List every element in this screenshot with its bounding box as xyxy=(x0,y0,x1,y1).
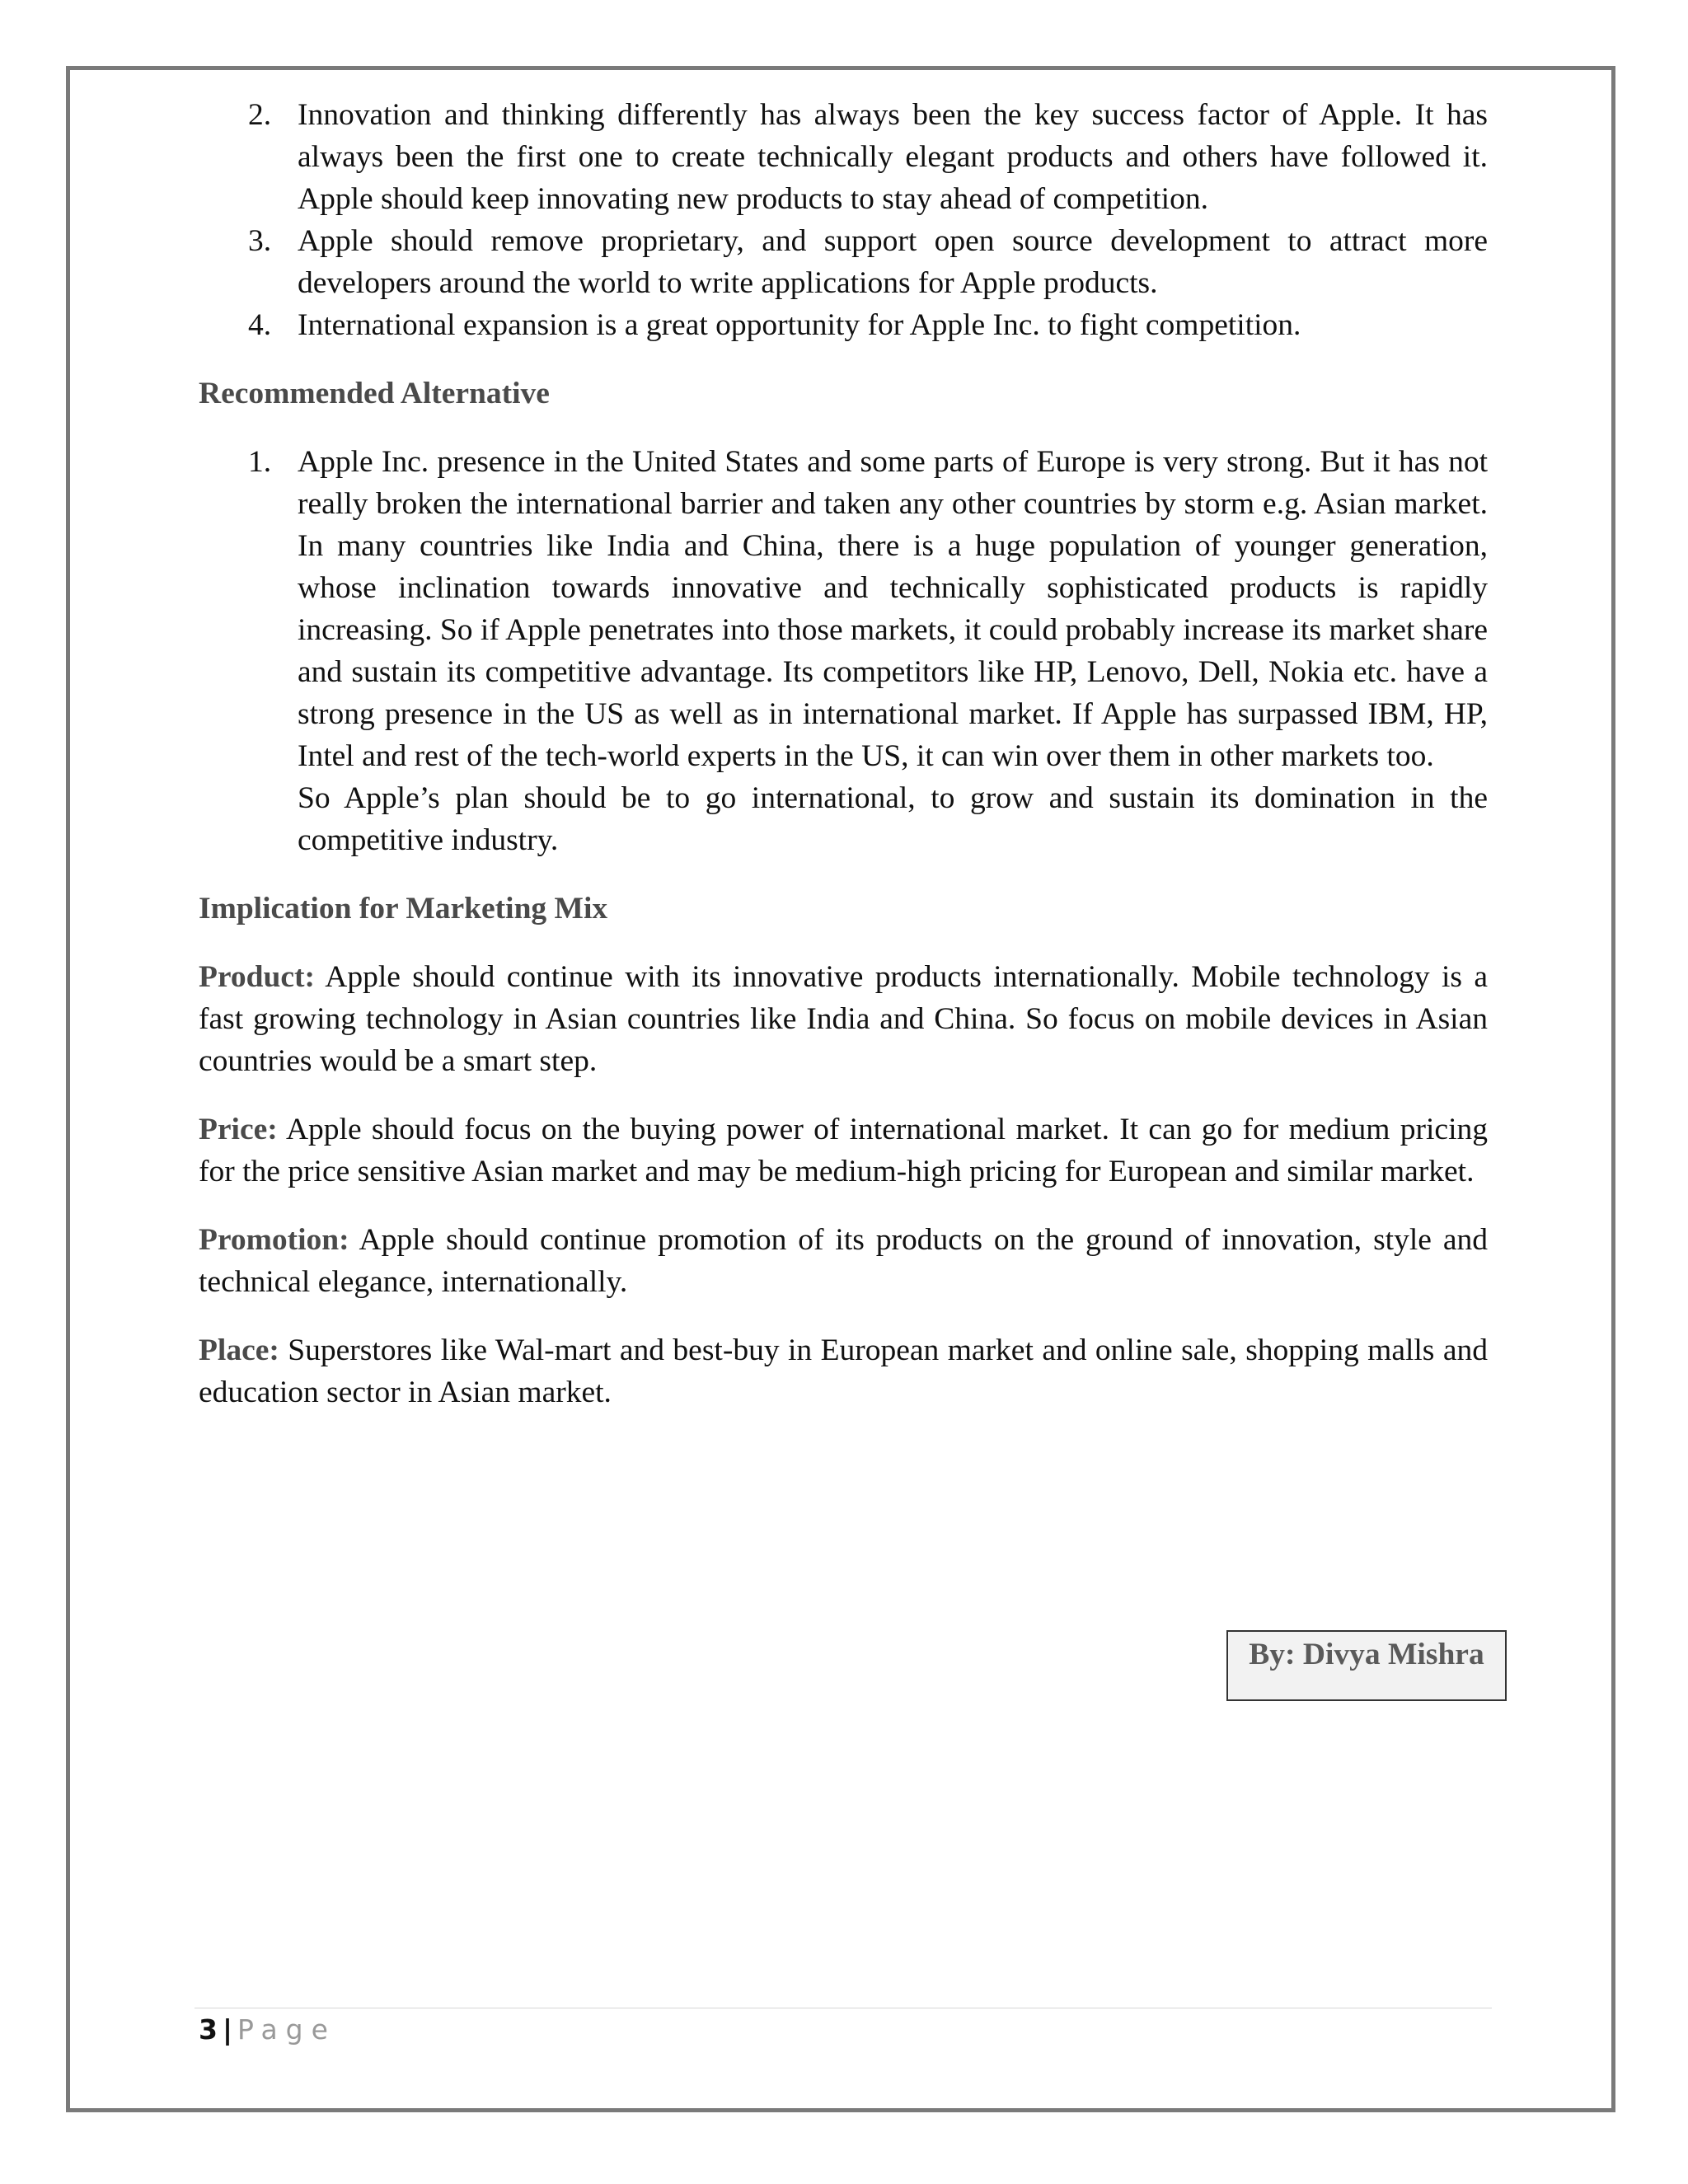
document-body xyxy=(199,94,1488,1413)
list-number: 2. xyxy=(248,98,272,132)
list-item xyxy=(199,94,1488,220)
product-text: Apple should continue with its innovative products internationally. Mobile technology is a fast growing technology in Asian countries like India and China. So focus on mobile devices in Asian countries would be a smart step. xyxy=(199,960,1488,1078)
list-text: Apple Inc. presence in the United States and some parts of Europe is very strong. But it has not really broken the international barrier and taken any other countries by storm e.g. Asian market. In many countries like India and China, there is a huge population of younger generation, whose inclination towards innovative and technically sophisticated products is rapidly increasing. So if Apple penetrates into those markets, it could probably increase its market share and sustain its competitive advantage. Its competitors like HP, Lenovo, Dell, Nokia etc. have a strong presence in the US as well as in international market. If Apple has surpassed IBM, HP, Intel and rest of the tech-world experts in the US, it can win over them in other markets too. xyxy=(298,445,1488,773)
list-item xyxy=(199,304,1488,346)
promotion-label: Promotion: xyxy=(199,1223,349,1257)
page-word: Page xyxy=(237,2013,336,2046)
price-text: Apple should focus on the buying power of international market. It can go for medium pricing for the price sensitive Asian market and may be medium-high pricing for European and similar market. xyxy=(199,1113,1488,1188)
place-label: Place: xyxy=(199,1333,279,1367)
product-label: Product: xyxy=(199,960,315,994)
price-paragraph xyxy=(199,1108,1488,1193)
author-box xyxy=(1226,1630,1507,1701)
list-number: 3. xyxy=(248,224,272,258)
list-number: 1. xyxy=(248,445,272,479)
top-list xyxy=(199,94,1488,346)
implication-heading: Implication for Marketing Mix xyxy=(199,892,608,926)
page-separator: | xyxy=(222,2013,233,2046)
place-text: Superstores like Wal-mart and best-buy in European market and online sale, shopping malls and education sector in Asian market. xyxy=(199,1333,1488,1409)
list-number: 4. xyxy=(248,308,272,342)
list-text: Apple should remove proprietary, and support open source development to attract more developers around the world to write applications for Apple products. xyxy=(298,224,1488,300)
list-text: Innovation and thinking differently has always been the key success factor of Apple. It has always been the first one to create technically elegant products and others have followed it. Apple should keep innovating new products to stay ahead of competition. xyxy=(298,98,1488,216)
recommended-heading: Recommended Alternative xyxy=(199,377,550,410)
promotion-paragraph xyxy=(199,1219,1488,1303)
list-text: International expansion is a great opportunity for Apple Inc. to fight competition. xyxy=(298,308,1301,342)
list-text-continued: So Apple’s plan should be to go international, to grow and sustain its domination in the competitive industry. xyxy=(298,781,1488,857)
list-item xyxy=(199,441,1488,861)
page-footer xyxy=(199,2013,336,2047)
page-number: 3 xyxy=(199,2013,218,2046)
promotion-text: Apple should continue promotion of its products on the ground of innovation, style and technical elegance, internationally. xyxy=(199,1223,1488,1299)
price-label: Price: xyxy=(199,1113,278,1146)
list-item xyxy=(199,220,1488,304)
product-paragraph xyxy=(199,956,1488,1082)
recommended-list xyxy=(199,441,1488,861)
place-paragraph xyxy=(199,1329,1488,1413)
author-name: By: Divya Mishra xyxy=(1249,1638,1484,1671)
